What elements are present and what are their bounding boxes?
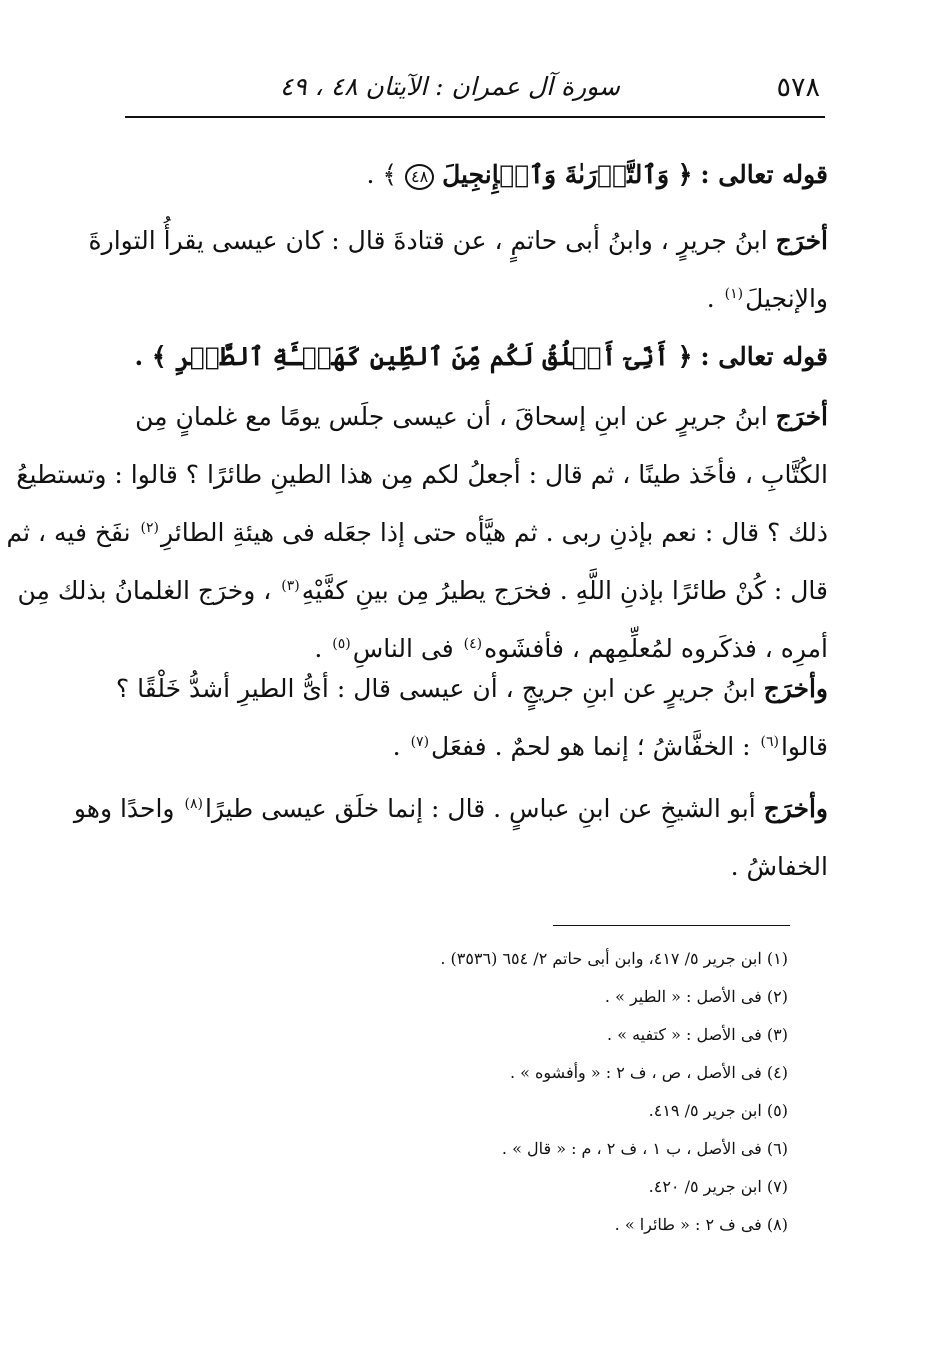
footnote-ref: (٨) bbox=[184, 795, 203, 812]
footnote-8: (٨) فى ف ٢ : « طائرا » . bbox=[614, 1215, 788, 1234]
report-text: ابنُ جريرٍ ، وابنُ أبى حاتمٍ ، عن قتادةَ قال : كان عيسى يقرأُ التوارةَ bbox=[88, 226, 768, 255]
ayah-number-marker: ٤٨ bbox=[405, 164, 434, 190]
report-text: الكُتَّابِ ، فأخَذ طينًا ، ثم قال : أجعلُ لكم مِن هذا الطينِ طائرًا ؟ قالوا : وتستطيعُ bbox=[16, 460, 828, 489]
verse-lead: قوله تعالى : bbox=[700, 160, 828, 189]
footnote-ref: (٢) bbox=[140, 519, 160, 536]
footnote-ref: (٤) bbox=[463, 635, 483, 652]
report-end: . bbox=[706, 284, 715, 313]
report-ibn-abbas bbox=[73, 780, 828, 896]
report-lead: وأخرَج bbox=[763, 794, 828, 823]
report-text: قالوا bbox=[780, 732, 828, 761]
report-text: أمرِه ، فذكَروه لمُعلِّمِهم ، فأفشَوه bbox=[484, 634, 828, 663]
report-text: ، وخرَج الغلمانُ بذلك مِن bbox=[17, 576, 272, 605]
page-number: ٥٧٨ bbox=[776, 72, 820, 103]
report-text: قال : كُنْ طائرًا بإذنِ اللَّهِ . فخرَج يطيرُ مِن بينِ كفَّيْهِ bbox=[301, 576, 828, 605]
report-text: ذلك ؟ قال : نعم بإذنِ ربى . ثم هيَّأه حتى إذا جعَله فى هيئةِ الطائرِ bbox=[161, 518, 828, 547]
report-text: : الخفَّاشُ ؛ إنما هو لحمٌ . ففعَل bbox=[431, 732, 751, 761]
report-text: ابنُ جريرٍ عن ابنِ جريجٍ ، أن عيسى قال : أىُّ الطيرِ أشدُّ خَلْقًا ؟ bbox=[115, 674, 756, 703]
report-text: أبو الشيخِ عن ابنِ عباسٍ . قال : إنما خلَق عيسى طيرًا bbox=[204, 794, 756, 823]
report-qatada bbox=[88, 212, 828, 328]
report-lead: أخرَج bbox=[775, 226, 828, 255]
footnote-5: (٥) ابن جرير ٥/ ٤١٩. bbox=[648, 1101, 788, 1120]
report-ibn-jurayj bbox=[115, 660, 828, 776]
report-text: نفَخ فيه ، ثم bbox=[6, 518, 131, 547]
header-rule bbox=[125, 116, 825, 118]
verse-heading-49 bbox=[118, 328, 828, 386]
footnote-4: (٤) فى الأصل ، ص ، ف ٢ : « وأفشوه » . bbox=[509, 1063, 788, 1082]
verse-heading-48 bbox=[118, 146, 828, 204]
report-text: والإنجيلَ bbox=[745, 284, 828, 313]
verse-lead: قوله تعالى : bbox=[700, 342, 828, 371]
report-text: ابنُ جريرٍ عن ابنِ إسحاقَ ، أن عيسى جلَس يومًا مع غلمانٍ مِن bbox=[135, 402, 768, 431]
report-text: فى الناسِ bbox=[352, 634, 454, 663]
footnote-rule bbox=[553, 925, 790, 926]
report-lead: أخرَج bbox=[775, 402, 828, 431]
footnote-7: (٧) ابن جرير ٥/ ٤٢٠. bbox=[648, 1177, 788, 1196]
report-text: واحدًا وهو bbox=[73, 794, 175, 823]
verse-end: ﴾ . bbox=[366, 160, 398, 189]
report-end: . bbox=[392, 732, 401, 761]
report-text: الخفاشُ . bbox=[730, 852, 828, 881]
footnote-ref: (٣) bbox=[281, 577, 300, 594]
footnote-6: (٦) فى الأصل ، ب ١ ، ف ٢ ، م : « قال » . bbox=[501, 1139, 788, 1158]
footnote-2: (٢) فى الأصل : « الطير » . bbox=[604, 987, 788, 1006]
footnote-ref: (٦) bbox=[760, 733, 779, 750]
verse-text: ﴿ وَٱلتَّوۡرَىٰةَ وَٱلۡإِنجِيلَ bbox=[442, 160, 693, 189]
footnotes bbox=[148, 940, 788, 1244]
running-title: سورة آل عمران : الآيتان ٤٨ ، ٤٩ bbox=[279, 72, 620, 101]
footnote-ref: (٧) bbox=[410, 733, 430, 750]
report-ibn-ishaq bbox=[6, 388, 828, 678]
report-lead: وأخرَج bbox=[763, 674, 828, 703]
verse-text: ﴿ أَنِّىٓ أَخۡلُقُ لَكُم مِّنَ ٱلطِّينِ كَهَيۡـَٔةِ ٱلطَّيۡرِ ﴾ . bbox=[134, 342, 693, 371]
footnote-ref: (١) bbox=[724, 285, 744, 302]
page-header bbox=[130, 64, 820, 114]
report-end: . bbox=[314, 634, 323, 663]
footnote-1: (١) ابن جرير ٥/ ٤١٧، وابن أبى حاتم ٢/ ٦٥٤ (٣٥٣٦) . bbox=[440, 949, 788, 968]
footnote-ref: (٥) bbox=[332, 635, 351, 652]
footnote-3: (٣) فى الأصل : « كتفيه » . bbox=[607, 1025, 788, 1044]
